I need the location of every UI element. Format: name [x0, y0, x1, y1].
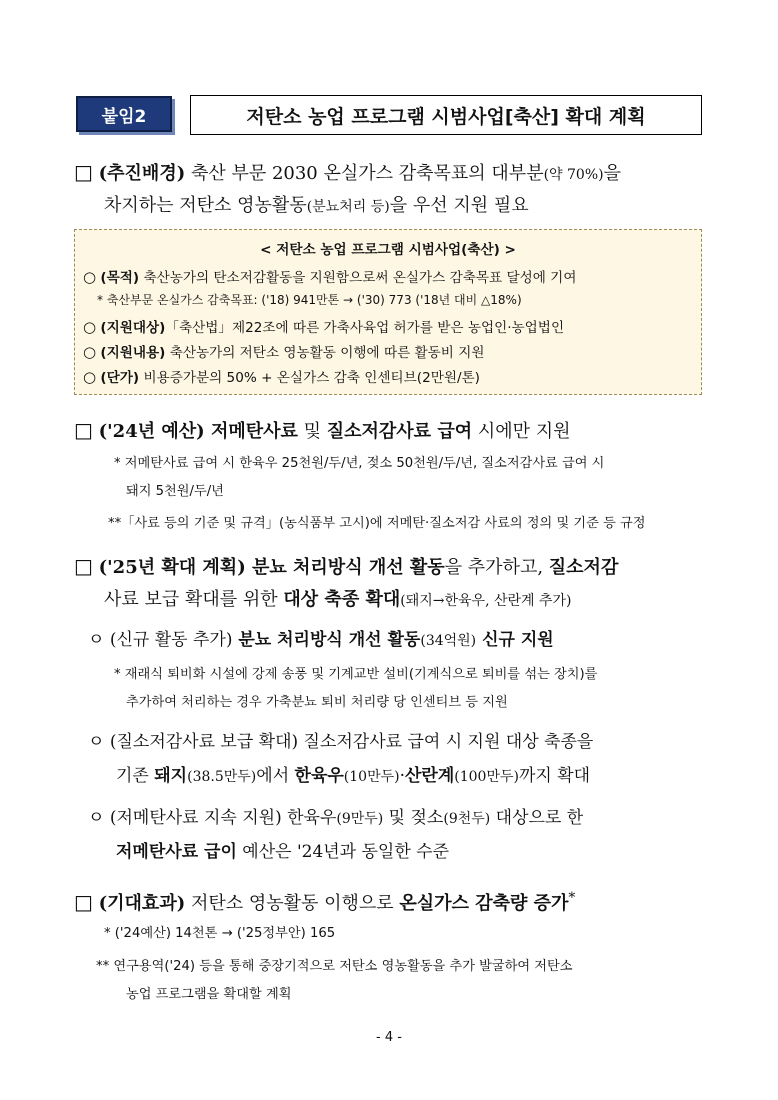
- note-2024-line1: * 저메탄사료 급여 시 한육우 25천원/두/년, 젖소 50천원/두/년, 질소저감사료 급여 시: [114, 456, 605, 471]
- square-bullet-icon: □: [74, 418, 93, 442]
- item-head: (저메탄사료 지속 지원): [109, 808, 282, 828]
- text-bold: 저메탄사료 급이: [116, 842, 237, 862]
- item-head: (신규 활동 추가): [109, 630, 233, 650]
- section-head: (추진배경): [98, 163, 186, 184]
- text: 보급 확대를 위한: [138, 589, 284, 610]
- row-text: 「축산법」제22조에 따른 가축사육업 허가를 받은 농업인·농업법인: [165, 320, 565, 336]
- text-bold: 온실가스 감축량 증가: [399, 893, 569, 914]
- document-title: 저탄소 농업 프로그램 시범사업[축산] 확대 계획: [190, 95, 702, 135]
- text-bold: 저메탄사료: [204, 421, 298, 442]
- note-2024-regulation: **「사료 등의 기준 및 규격」(농식품부 고시)에 저메탄·질소저감 사료의 정의 및 기준 등 규정: [108, 516, 646, 531]
- row-text: 비용증가분의 50% + 온실가스 감축 인센티브(2만원/톤): [139, 370, 480, 386]
- note-new-activity-line2: 추가하여 처리하는 경우 가축분뇨 퇴비 처리량 당 인센티브 등 지원: [126, 695, 508, 710]
- section-background-line1: [74, 156, 621, 191]
- item-new-activity: [88, 624, 554, 657]
- text: ·: [399, 766, 405, 786]
- text: 에서: [256, 766, 295, 786]
- program-summary-box: [74, 229, 702, 395]
- row-text: 축산농가의 저탄소 영농활동 이행에 따른 활동비 지원: [165, 345, 485, 361]
- footnote-marker: *: [568, 890, 576, 906]
- section-2024-budget: [74, 414, 571, 448]
- text-small: (분뇨처리 등): [306, 199, 390, 215]
- text: 사료: [104, 589, 139, 610]
- row-label: (지원내용): [100, 345, 166, 361]
- text-small: (9천두): [443, 811, 491, 827]
- text: 한육우: [281, 808, 337, 828]
- section-background-line2: [104, 190, 529, 223]
- item-nitrogen-feed-line2: [116, 760, 590, 793]
- text: 을: [603, 163, 621, 184]
- text: 예산은 '24년과 동일한 수준: [236, 842, 450, 862]
- text-bold: 분뇨 처리방식 개선 활동: [232, 630, 421, 650]
- box-row-unit-price: [83, 366, 480, 386]
- text-bold: 대상 축종 확대: [283, 589, 401, 610]
- text: 및: [297, 421, 327, 442]
- text-bold: 분뇨 처리방식 개선 활동: [245, 557, 445, 578]
- text-small: (9만두): [336, 811, 384, 827]
- section-2025-plan-line2: [104, 584, 572, 617]
- text: 차지하는 저탄소 영농활동: [104, 195, 307, 216]
- box-row-purpose: [83, 266, 576, 286]
- text-small: (돼지→한육우, 산란계 추가): [400, 593, 572, 609]
- text: 기존: [116, 766, 155, 786]
- text-small: (34억원): [420, 633, 477, 649]
- circle-bullet-icon: ○: [83, 318, 97, 336]
- square-bullet-icon: □: [74, 890, 93, 914]
- page-number: - 4 -: [376, 1030, 402, 1045]
- square-bullet-icon: □: [74, 554, 93, 578]
- text-bold: 질소저감사료 급여: [326, 421, 473, 442]
- text-small: (10만두): [343, 769, 400, 785]
- section-head: ('24년 예산): [98, 421, 205, 442]
- note-effects-forecast: * ('24예산) 14천톤 → ('25정부안) 165: [104, 926, 336, 941]
- note-2024-line2: 돼지 5천원/두/년: [126, 484, 224, 499]
- text: 질소저감사료 급여 시 지원 대상 축종을: [298, 732, 594, 752]
- circle-bullet-icon: ○: [83, 368, 97, 386]
- note-effects-line2: 농업 프로그램을 확대할 계획: [126, 987, 292, 1002]
- ring-bullet-icon: ㅇ: [88, 630, 105, 650]
- item-methane-feed-line2: [116, 836, 449, 868]
- circle-bullet-icon: ○: [83, 343, 97, 361]
- text: 을 우선 지원 필요: [389, 195, 529, 216]
- row-text: 축산농가의 탄소저감활동을 지원함으로써 온실가스 감축목표 달성에 기여: [139, 270, 577, 286]
- box-title: < 저탄소 농업 프로그램 시범사업(축산) >: [260, 242, 516, 258]
- box-row-eligibility: [83, 316, 564, 336]
- section-2025-plan-line1: [74, 550, 618, 584]
- text: 저탄소 영농활동 이행으로: [185, 893, 400, 914]
- item-methane-feed-line1: [88, 802, 583, 835]
- box-row-content: [83, 341, 485, 361]
- text-small: (38.5만두): [187, 769, 257, 785]
- text-small: (약 70%): [543, 167, 604, 183]
- note-effects-line1: ** 연구용역('24) 등을 통해 중장기적으로 저탄소 영농활동을 추가 발굴하여 저탄소: [96, 959, 573, 974]
- text-small: (100만두): [454, 769, 519, 785]
- section-head: ('25년 확대 계획): [98, 557, 246, 578]
- section-expected-effects: [74, 882, 575, 920]
- section-head: (기대효과): [98, 893, 186, 914]
- text: 까지 확대: [518, 766, 591, 786]
- text: 대상으로 한: [490, 808, 584, 828]
- box-note-target: * 축산부문 온실가스 감축목표: ('18) 941만톤 → ('30) 773 ('18년 대비 △18%): [97, 293, 522, 307]
- text-bold: 돼지: [154, 766, 188, 786]
- text: 을 추가하고,: [444, 557, 549, 578]
- ring-bullet-icon: ㅇ: [88, 808, 105, 828]
- text: 및 젖소: [383, 808, 444, 828]
- row-label: (목적): [100, 270, 140, 286]
- circle-bullet-icon: ○: [83, 268, 97, 286]
- square-bullet-icon: □: [74, 160, 93, 184]
- item-nitrogen-feed-line1: [88, 726, 593, 758]
- row-label: (지원대상): [100, 320, 166, 336]
- note-new-activity-line1: * 재래식 퇴비화 시설에 강제 송풍 및 기계교반 설비(기계식으로 퇴비를 섞는 장치)를: [114, 667, 598, 682]
- text-bold: 질소저감: [548, 557, 619, 578]
- attachment-badge: 붙임2: [76, 96, 172, 132]
- text: 축산 부문 2030 온실가스 감축목표의 대부분: [185, 163, 544, 184]
- text-bold: 한육우: [294, 766, 344, 786]
- ring-bullet-icon: ㅇ: [88, 732, 105, 752]
- row-label: (단가): [100, 370, 140, 386]
- text-bold: 산란계: [405, 766, 455, 786]
- text: 시에만 지원: [472, 421, 571, 442]
- item-head: (질소저감사료 보급 확대): [109, 732, 299, 752]
- text-bold: 신규 지원: [476, 630, 554, 650]
